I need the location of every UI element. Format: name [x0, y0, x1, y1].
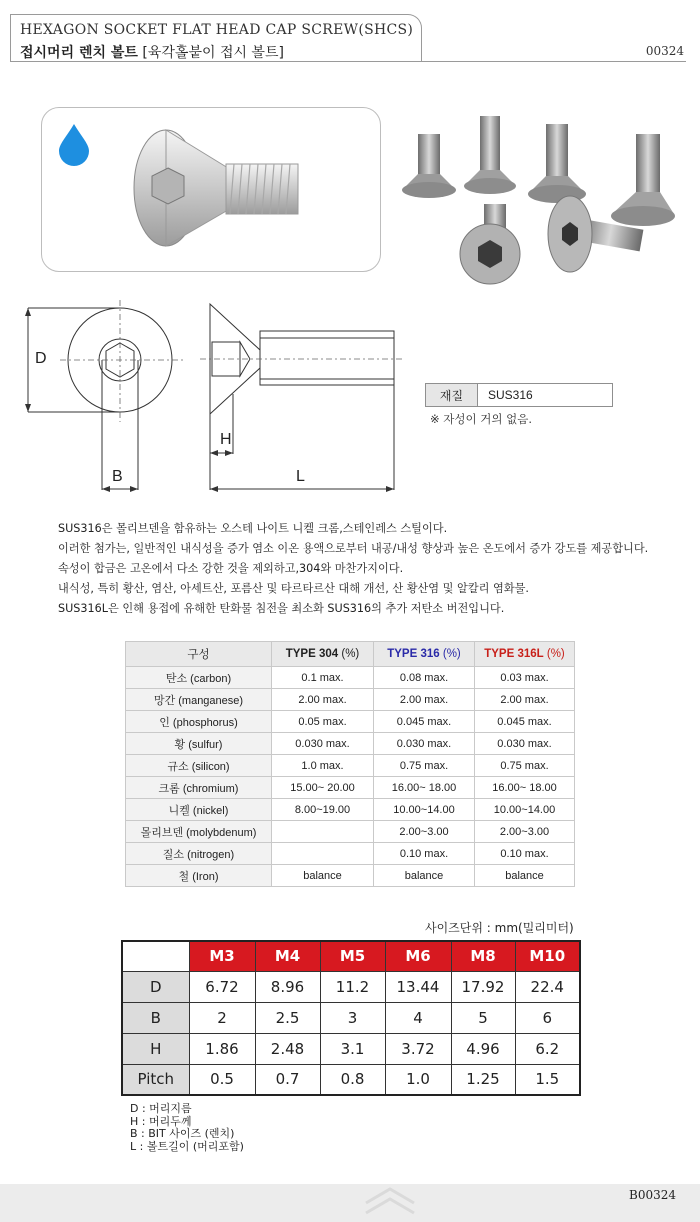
size-value: 1.25	[451, 1064, 515, 1095]
composition-row	[126, 667, 575, 689]
composition-value: 0.10 max.	[475, 843, 575, 865]
size-row-label: D	[122, 971, 189, 1002]
composition-value: 0.03 max.	[475, 667, 575, 689]
size-col-m3: M3	[189, 941, 255, 971]
composition-row	[126, 843, 575, 865]
composition-value	[272, 843, 374, 865]
size-value: 1.0	[385, 1064, 451, 1095]
legend-item: D : 머리지름	[130, 1102, 192, 1115]
composition-value: 2.00 max.	[475, 689, 575, 711]
element-name: 망간 (manganese)	[126, 689, 272, 711]
size-col-m6: M6	[385, 941, 451, 971]
composition-row	[126, 777, 575, 799]
dimension-label-d: D	[35, 350, 47, 367]
size-value: 1.5	[515, 1064, 580, 1095]
size-value: 4.96	[451, 1033, 515, 1064]
element-name: 크롬 (chromium)	[126, 777, 272, 799]
size-value: 0.5	[189, 1064, 255, 1095]
composition-value: 0.05 max.	[272, 711, 374, 733]
composition-row	[126, 733, 575, 755]
size-value: 2.5	[255, 1002, 320, 1033]
footer-code: B00324	[629, 1188, 676, 1202]
size-row	[122, 1002, 580, 1033]
element-name: 몰리브덴 (molybdenum)	[126, 821, 272, 843]
size-row-label: H	[122, 1033, 189, 1064]
composition-row	[126, 799, 575, 821]
size-value: 3.72	[385, 1033, 451, 1064]
element-name: 탄소 (carbon)	[126, 667, 272, 689]
composition-value: balance	[475, 865, 575, 887]
percent-unit: (%)	[341, 648, 360, 660]
composition-header-row	[126, 642, 575, 667]
product-title: HEXAGON SOCKET FLAT HEAD CAP SCREW(SHCS)	[20, 22, 414, 38]
dimension-legend	[130, 1103, 244, 1153]
description-line: SUS316은 몰리브덴을 함유하는 오스테 나이트 니켈 크롬,스테인레스 스틸이다.	[58, 522, 448, 535]
material-key: 재질	[426, 384, 478, 406]
type-316-label: TYPE 316	[387, 648, 440, 660]
size-header-blank	[122, 941, 189, 971]
dimension-label-b: B	[112, 468, 123, 485]
size-value: 13.44	[385, 971, 451, 1002]
composition-value: 0.045 max.	[475, 711, 575, 733]
size-value: 6	[515, 1002, 580, 1033]
product-subtitle	[20, 42, 284, 62]
size-row	[122, 971, 580, 1002]
type-316l-label: TYPE 316L	[484, 648, 544, 660]
composition-value: 0.1 max.	[272, 667, 374, 689]
composition-value: 2.00 max.	[374, 689, 475, 711]
size-value: 1.86	[189, 1033, 255, 1064]
size-value: 4	[385, 1002, 451, 1033]
size-row	[122, 1033, 580, 1064]
header-type-304	[272, 642, 374, 667]
screw-photo-group	[398, 104, 688, 294]
size-value: 6.2	[515, 1033, 580, 1064]
description-line: 내식성, 특히 황산, 염산, 아세트산, 포름산 및 타르타르산 대해 개선, 산 황산염 및 알칼리 염화물.	[58, 582, 529, 595]
composition-value: 10.00~14.00	[374, 799, 475, 821]
composition-value: balance	[374, 865, 475, 887]
size-row-label: Pitch	[122, 1064, 189, 1095]
product-code: 00324	[645, 44, 684, 58]
subtitle-main: 접시머리 렌치 볼트	[20, 45, 138, 61]
element-name: 철 (Iron)	[126, 865, 272, 887]
size-row-label: B	[122, 1002, 189, 1033]
composition-row	[126, 865, 575, 887]
size-value: 22.4	[515, 971, 580, 1002]
size-value: 8.96	[255, 971, 320, 1002]
screw-side-image	[128, 120, 308, 250]
composition-table	[125, 641, 575, 887]
composition-value: 0.030 max.	[475, 733, 575, 755]
footer-bar	[0, 1184, 700, 1222]
description-line: 이러한 첨가는, 일반적인 내식성을 증가 염소 이온 용액으로부터 내공/내성 향상과 높은 온도에서 증가 강도를 제공합니다.	[58, 542, 649, 555]
composition-value: 1.0 max.	[272, 755, 374, 777]
material-box	[425, 383, 613, 407]
legend-item: B : BIT 사이즈 (렌치)	[130, 1127, 235, 1140]
subtitle-extra: [육각홀붙이 접시 볼트]	[142, 45, 284, 61]
size-col-m10: M10	[515, 941, 580, 971]
composition-value: 2.00~3.00	[374, 821, 475, 843]
size-col-m5: M5	[320, 941, 385, 971]
dimension-label-l: L	[296, 468, 305, 485]
size-value: 3.1	[320, 1033, 385, 1064]
type-304-label: TYPE 304	[285, 648, 339, 660]
composition-value	[272, 821, 374, 843]
composition-value: 0.75 max.	[374, 755, 475, 777]
composition-value: 0.045 max.	[374, 711, 475, 733]
composition-value: 0.75 max.	[475, 755, 575, 777]
composition-value: 0.08 max.	[374, 667, 475, 689]
size-value: 6.72	[189, 971, 255, 1002]
size-unit-label: 사이즈단위 : mm(밀리미터)	[425, 921, 574, 935]
size-value: 2	[189, 1002, 255, 1033]
composition-value: 8.00~19.00	[272, 799, 374, 821]
header-type-316l	[475, 642, 575, 667]
header-composition: 구성	[126, 642, 272, 667]
percent-unit: (%)	[442, 648, 461, 660]
material-note: ※ 자성이 거의 없음.	[430, 412, 533, 426]
header-type-316	[374, 642, 475, 667]
technical-drawing	[20, 290, 410, 500]
composition-value: 0.10 max.	[374, 843, 475, 865]
composition-value: 2.00 max.	[272, 689, 374, 711]
composition-row	[126, 689, 575, 711]
description-line: SUS316L은 인해 용접에 유해한 탄화물 침전을 최소화 SUS316의 추가 저탄소 버전입니다.	[58, 602, 505, 615]
legend-item: H : 머리두께	[130, 1114, 192, 1128]
composition-value: 16.00~ 18.00	[374, 777, 475, 799]
size-value: 2.48	[255, 1033, 320, 1064]
size-col-m8: M8	[451, 941, 515, 971]
dimension-label-h: H	[220, 431, 232, 448]
composition-row	[126, 711, 575, 733]
size-value: 3	[320, 1002, 385, 1033]
element-name: 규소 (silicon)	[126, 755, 272, 777]
size-value: 0.8	[320, 1064, 385, 1095]
composition-value: 2.00~3.00	[475, 821, 575, 843]
element-name: 인 (phosphorus)	[126, 711, 272, 733]
description-line: 속성이 합금은 고온에서 다소 강한 것을 제외하고,304와 마찬가지이다.	[58, 562, 404, 575]
element-name: 질소 (nitrogen)	[126, 843, 272, 865]
composition-row	[126, 755, 575, 777]
composition-value: balance	[272, 865, 374, 887]
brand-logo-icon	[360, 1181, 420, 1222]
composition-value: 10.00~14.00	[475, 799, 575, 821]
element-name: 니켈 (nickel)	[126, 799, 272, 821]
water-drop-icon	[57, 122, 91, 166]
size-value: 17.92	[451, 971, 515, 1002]
composition-row	[126, 821, 575, 843]
legend-item: L : 볼트길이 (머리포함)	[130, 1139, 244, 1153]
size-value: 0.7	[255, 1064, 320, 1095]
size-value: 5	[451, 1002, 515, 1033]
composition-value: 0.030 max.	[374, 733, 475, 755]
size-row	[122, 1064, 580, 1095]
composition-value: 0.030 max.	[272, 733, 374, 755]
description-text	[58, 519, 648, 619]
composition-value: 16.00~ 18.00	[475, 777, 575, 799]
composition-value: 15.00~ 20.00	[272, 777, 374, 799]
percent-unit: (%)	[546, 648, 565, 660]
size-header-row	[122, 941, 580, 971]
size-col-m4: M4	[255, 941, 320, 971]
element-name: 황 (sulfur)	[126, 733, 272, 755]
size-table	[121, 940, 581, 1096]
size-value: 11.2	[320, 971, 385, 1002]
material-value: SUS316	[488, 388, 533, 402]
